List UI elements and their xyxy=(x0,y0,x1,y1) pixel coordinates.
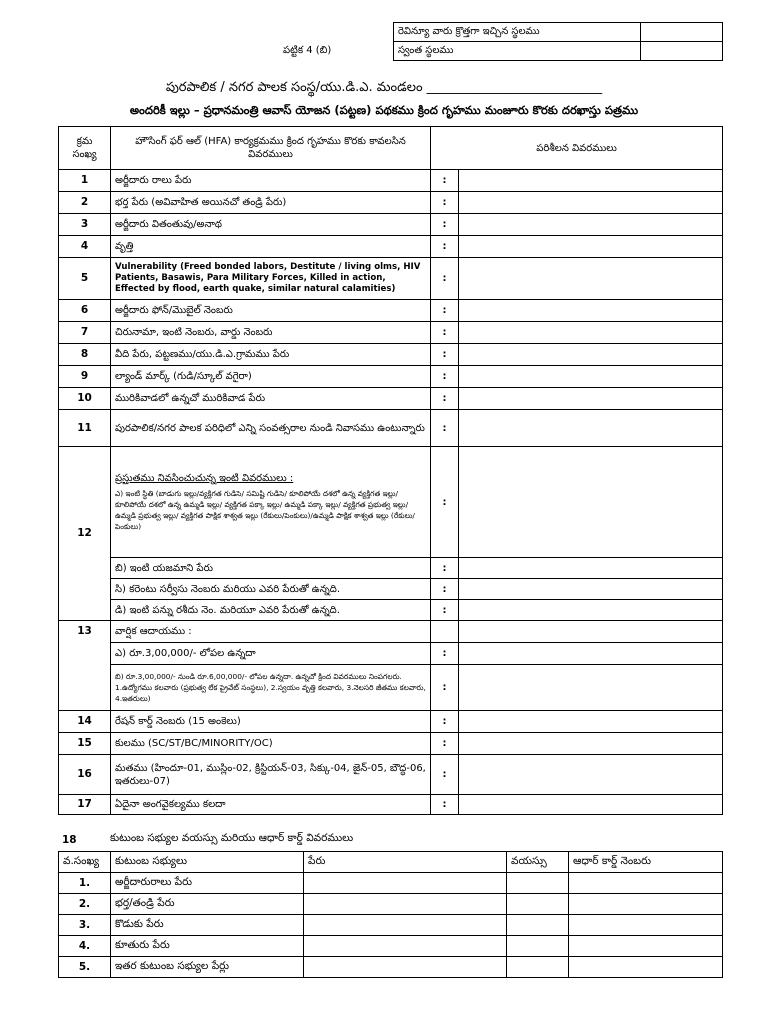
row-label: అర్జీదారు వితంతువు/అనాథ xyxy=(111,214,431,236)
row-input[interactable] xyxy=(459,579,723,600)
row-label: రేషన్ కార్డ్ నెంబరు (15 అంకెలు) xyxy=(111,711,431,733)
family-age-input[interactable] xyxy=(507,915,569,936)
header-sno: క్రమ సంఖ్య xyxy=(59,127,111,170)
family-name-input[interactable] xyxy=(304,873,507,894)
colon: : xyxy=(431,665,459,711)
colon: : xyxy=(431,192,459,214)
row-label: సి) కరెంటు సర్వీసు నెంబరు మరియు ఎవరి పేరుతో ఉన్నది. xyxy=(111,579,431,600)
row-label: ల్యాండ్ మార్క్ (గుడి/స్కూల్ వగైరా) xyxy=(111,366,431,388)
row-label: ఏదైనా అంగవైకల్యము కలదా xyxy=(111,795,431,815)
colon: : xyxy=(431,643,459,665)
family-age-input[interactable] xyxy=(507,873,569,894)
row-number: 10 xyxy=(59,388,111,410)
family-row-number: 2. xyxy=(59,894,111,915)
colon: : xyxy=(431,711,459,733)
row-input[interactable] xyxy=(459,322,723,344)
table-row xyxy=(59,711,723,733)
row-input[interactable] xyxy=(459,410,723,447)
table-row xyxy=(59,410,723,447)
colon: : xyxy=(431,755,459,795)
colon: : xyxy=(431,795,459,815)
row-input[interactable] xyxy=(459,344,723,366)
row-number: 13 xyxy=(59,621,111,711)
table-row xyxy=(59,558,723,579)
colon: : xyxy=(431,214,459,236)
table-row xyxy=(59,621,723,643)
colon: : xyxy=(431,558,459,579)
table-row xyxy=(59,795,723,815)
row-label: డి) ఇంటి పన్ను రశీదు నెం. మరియూ ఎవరి పేరుతో ఉన్నది. xyxy=(111,600,431,621)
row-label: ఎ) రూ.3,00,000/- లోపల ఉన్నదా xyxy=(111,643,431,665)
row-label: చిరునామా, ఇంటి నెంబరు, వార్డు నెంబరు xyxy=(111,322,431,344)
land-type-own-label: స్వంత స్థలము xyxy=(394,42,641,61)
family-age-input[interactable] xyxy=(507,894,569,915)
table-row xyxy=(59,733,723,755)
family-row-number: 3. xyxy=(59,915,111,936)
colon: : xyxy=(431,600,459,621)
row-input[interactable] xyxy=(459,755,723,795)
housing-details-cell xyxy=(111,447,431,558)
family-row xyxy=(59,915,723,936)
row-number: 14 xyxy=(59,711,111,733)
row-label: Vulnerability (Freed bonded labors, Destitute / living olms, HIV Patients, Basawis, Para Military Forces, Killed in action, Effected by flood, earth quake, similar natural calamities) xyxy=(111,258,431,300)
land-type-own-field[interactable] xyxy=(641,42,723,61)
colon: : xyxy=(431,447,459,558)
colon: : xyxy=(431,236,459,258)
row-label: కులము (SC/ST/BC/MINORITY/OC) xyxy=(111,733,431,755)
section-18-number: 18 xyxy=(62,834,77,846)
table-header-row xyxy=(59,127,723,170)
housing-status-options: ఎ) ఇంటి స్థితి (బాడుగు ఇల్లు/వ్యక్తిగత గుడిసె/ సమిష్టి గుడిసె/ కూలిపోయే దశలో ఉన్న వ్యక్తిగత ఇల్లు/ కూలిపోయే దశలో ఉన్న ఉమ్మడి ఇల్లు/ వ్యక్తిగత పక్కా ఇల్లు/ ఉమ్మడి పక్కా ఇల్లు/ వ్యక్తిగత ప్రభుత్వ ఇల్లు/ ఉమ్మడి ప్రభుత్వ ఇల్లు/ వ్యక్తిగత పాక్షిక శాశ్వత ఇల్లు (రేకులు/పెంకులు)/ఉమ్మడి పాక్షిక శాశ్వత ఇల్లు (రేకులు/పెంకులు) xyxy=(115,489,415,531)
row-input[interactable] xyxy=(459,447,723,558)
row-input[interactable] xyxy=(459,643,723,665)
table-row xyxy=(59,236,723,258)
table-row xyxy=(59,366,723,388)
row-number: 5 xyxy=(59,258,111,300)
colon: : xyxy=(431,322,459,344)
table-row xyxy=(59,600,723,621)
row-number: 11 xyxy=(59,410,111,447)
row-input[interactable] xyxy=(459,258,723,300)
table-row xyxy=(59,388,723,410)
row-input[interactable] xyxy=(459,170,723,192)
table-row xyxy=(59,344,723,366)
family-row-number: 5. xyxy=(59,957,111,978)
form-title: అందరికీ ఇల్లు – ప్రధానమంత్రి ఆవాస్ యోజన (పట్టణ) పథకము క్రింద గృహము మంజూరు కొరకు దరఖాస్తు పత్రము xyxy=(129,103,639,117)
row-input[interactable] xyxy=(459,192,723,214)
colon: : xyxy=(431,344,459,366)
row-number: 6 xyxy=(59,300,111,322)
table-row xyxy=(59,755,723,795)
family-header-row xyxy=(59,852,723,873)
row-number: 9 xyxy=(59,366,111,388)
row-label: బి) ఇంటి యజమాని పేరు xyxy=(111,558,431,579)
row-label: బి) రూ.3,00,000/- నుండి రూ.6,00,000/- లోపల ఉన్నదా. ఉన్నచో క్రింద వివరములు నింపగలరు. 1.ఉద్యోగము కలవారు (ప్రభుత్వ లేక ప్రైవేట్ సంస్థలు), 2.స్వయం వృత్తి కలవారు, 3.నెలసరి జీతము కలవారు, 4.ఇతరులు) xyxy=(111,665,431,711)
colon: : xyxy=(431,410,459,447)
land-type-revenue-label: రెవిన్యూ వారు క్రొత్తగా ఇచ్చిన స్థలము xyxy=(394,23,641,42)
colon: : xyxy=(431,388,459,410)
family-aadhaar-input[interactable] xyxy=(569,873,723,894)
row-input[interactable] xyxy=(459,600,723,621)
land-type-revenue-field[interactable] xyxy=(641,23,723,42)
family-row xyxy=(59,873,723,894)
row-label: వీది పేరు, పట్టణము/యు.డి.ఎ.గ్రామము పేరు xyxy=(111,344,431,366)
row-number: 2 xyxy=(59,192,111,214)
table-row xyxy=(59,258,723,300)
table-row xyxy=(59,665,723,711)
row-number: 1 xyxy=(59,170,111,192)
row-label: మతము (హిందూ-01, ముస్లిం-02, క్రిస్టియన్-03, సిక్కు-04, జైన్-05, బౌద్ధ-06, ఇతరులు-07) xyxy=(111,755,431,795)
row-number: 12 xyxy=(59,447,111,621)
row-number: 7 xyxy=(59,322,111,344)
colon: : xyxy=(431,579,459,600)
family-member-label: ఇతర కుటుంబ సభ్యుల పేర్లు xyxy=(111,957,304,978)
row-label: అర్జీదారు రాలు పేరు xyxy=(111,170,431,192)
housing-details-heading: ప్రస్తుతము నివసించుచున్న ఇంటి వివరములు : xyxy=(115,473,294,484)
family-header-sno: వ.సంఖ్య xyxy=(59,852,111,873)
family-row xyxy=(59,894,723,915)
family-aadhaar-input[interactable] xyxy=(569,894,723,915)
header-details: హౌసింగ్ ఫర్ ఆల్ (HFA) కార్యక్రమము క్రింద గృహము కొరకు కావలసిన వివరములు xyxy=(111,127,431,170)
family-aadhaar-input[interactable] xyxy=(569,957,723,978)
land-type-box xyxy=(393,22,723,61)
family-aadhaar-input[interactable] xyxy=(569,915,723,936)
row-label: అర్జీదారు ఫోన్/మొబైల్ నెంబరు xyxy=(111,300,431,322)
table-row xyxy=(59,643,723,665)
colon: : xyxy=(431,733,459,755)
family-name-input[interactable] xyxy=(304,915,507,936)
row-label: వార్షిక ఆదాయము : xyxy=(111,621,431,643)
family-header-age: వయస్సు xyxy=(507,852,569,873)
row-number: 8 xyxy=(59,344,111,366)
colon: : xyxy=(431,170,459,192)
family-name-input[interactable] xyxy=(304,894,507,915)
family-member-label: అర్జీదారురాలు పేరు xyxy=(111,873,304,894)
row-label: మురికివాడలో ఉన్నచో మురికివాడ పేరు xyxy=(111,388,431,410)
family-member-label: భర్త/తండ్రి పేరు xyxy=(111,894,304,915)
row-input[interactable] xyxy=(459,366,723,388)
colon: : xyxy=(431,300,459,322)
family-header-member: కుటుంబ సభ్యులు xyxy=(111,852,304,873)
family-members-table xyxy=(58,851,723,978)
family-header-aadhaar: ఆధార్ కార్డ్ నెంబరు xyxy=(569,852,723,873)
family-member-label: కూతురు పేరు xyxy=(111,936,304,957)
row-input[interactable] xyxy=(459,711,723,733)
family-header-name: పేరు xyxy=(304,852,507,873)
row-input[interactable] xyxy=(459,558,723,579)
row-number: 3 xyxy=(59,214,111,236)
row-label: భర్త పేరు (అవివాహిత అయినచో తండ్రి పేరు) xyxy=(111,192,431,214)
colon: : xyxy=(431,366,459,388)
family-member-label: కొడుకు పేరు xyxy=(111,915,304,936)
row-input[interactable] xyxy=(459,733,723,755)
row-label: వృత్తి xyxy=(111,236,431,258)
application-table xyxy=(58,126,723,815)
row-number: 4 xyxy=(59,236,111,258)
family-age-input[interactable] xyxy=(507,936,569,957)
row-number: 16 xyxy=(59,755,111,795)
table-row xyxy=(59,300,723,322)
family-aadhaar-input[interactable] xyxy=(569,936,723,957)
table-row xyxy=(59,170,723,192)
row-input[interactable] xyxy=(459,388,723,410)
family-age-input[interactable] xyxy=(507,957,569,978)
family-row xyxy=(59,957,723,978)
row-input[interactable] xyxy=(459,300,723,322)
row-number: 15 xyxy=(59,733,111,755)
table-row xyxy=(59,447,723,558)
family-row-number: 4. xyxy=(59,936,111,957)
table-row xyxy=(59,214,723,236)
annexure-label: పట్టిక 4 (బి) xyxy=(283,45,332,56)
row-input[interactable] xyxy=(459,665,723,711)
colon: : xyxy=(431,258,459,300)
family-name-input[interactable] xyxy=(304,957,507,978)
table-row xyxy=(59,192,723,214)
row-input[interactable] xyxy=(459,236,723,258)
row-number: 17 xyxy=(59,795,111,815)
family-row xyxy=(59,936,723,957)
section-18-title: కుటుంబ సభ్యుల వయస్సు మరియు ఆధార్ కార్డ్ వివరములు xyxy=(110,832,354,844)
table-row xyxy=(59,579,723,600)
header-verification: పరిశీలన వివరములు xyxy=(431,127,723,170)
municipality-title: పురపాలిక / నగర పాలక సంస్థ/యు.డి.ఎ. మండలం ___________________________ xyxy=(165,80,603,95)
table-row xyxy=(59,322,723,344)
family-row-number: 1. xyxy=(59,873,111,894)
row-input[interactable] xyxy=(459,214,723,236)
row-label: పురపాలిక/నగర పాలక పరిధిలో ఎన్ని సంవత్సరాల నుండి నివాసము ఉంటున్నారు xyxy=(111,410,431,447)
row-input[interactable] xyxy=(459,795,723,815)
family-name-input[interactable] xyxy=(304,936,507,957)
